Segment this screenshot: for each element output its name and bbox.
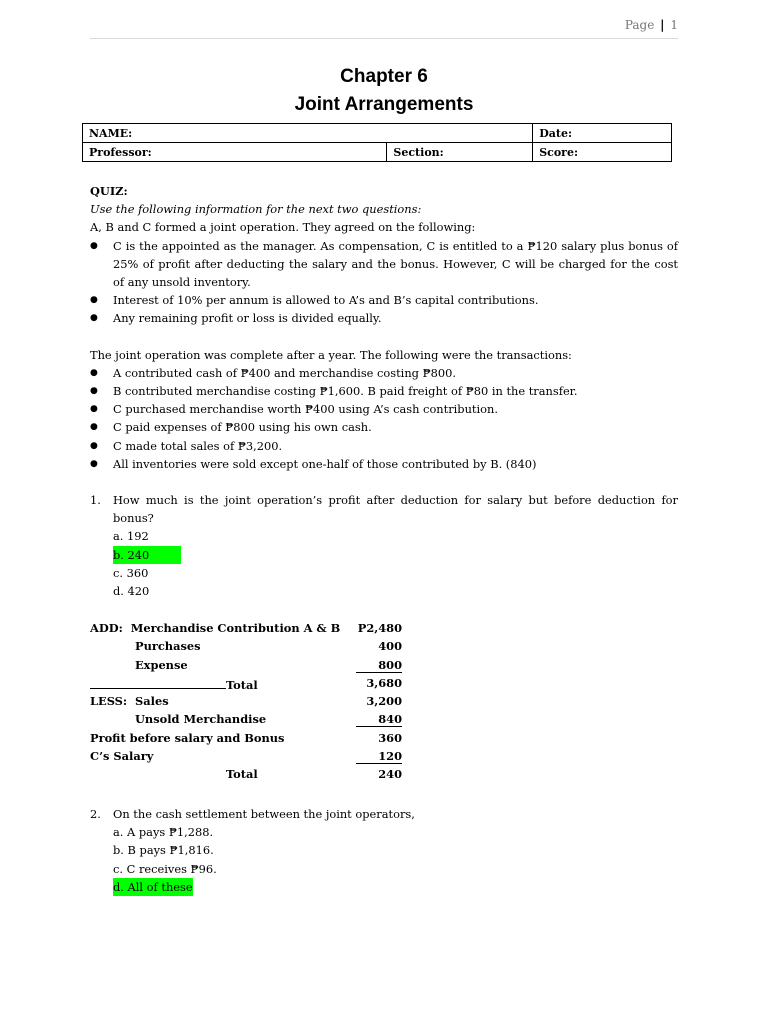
sales-value: 3,200 xyxy=(366,694,402,709)
table-row xyxy=(90,694,420,712)
unsold-label: Unsold Merchandise xyxy=(135,712,267,727)
profit-value: 360 xyxy=(378,730,402,745)
question-2-block xyxy=(90,805,678,896)
table-row xyxy=(90,621,420,639)
question-text: On the cash settlement between the joint operators, xyxy=(113,807,415,821)
section-cell: Section: xyxy=(387,143,533,162)
quiz-intro: A, B and C formed a joint operation. They agreed on the following: xyxy=(90,220,476,235)
table-row xyxy=(90,731,420,749)
choice-d: d. 420 xyxy=(113,584,150,599)
choice-c: c. C receives ₱96. xyxy=(113,861,217,876)
choice-a: a. A pays ₱1,288. xyxy=(113,825,214,840)
total-value: 240 xyxy=(378,767,402,782)
blank-line xyxy=(90,676,226,689)
list-item: ● Interest of 10% per annum is allowed to A’s and B’s capital contributions. xyxy=(90,291,678,309)
quiz-body xyxy=(90,182,678,600)
unsold-value: 840 xyxy=(356,712,402,727)
merch-label: Merchandise Contribution A & B xyxy=(130,621,341,635)
question-1 xyxy=(90,491,678,527)
header-rule xyxy=(90,38,678,39)
list-item: ● C paid expenses of ₱800 using his own cash. xyxy=(90,418,678,436)
transaction-list xyxy=(90,364,678,473)
table-row xyxy=(90,676,420,694)
transactions-intro: The joint operation was complete after a year. The following were the transactions: xyxy=(90,347,572,362)
table-row xyxy=(90,767,420,785)
answer-highlight: d. All of these xyxy=(113,878,193,896)
table-row xyxy=(90,712,420,730)
info-table xyxy=(82,123,672,162)
quiz-heading: QUIZ: xyxy=(90,184,128,198)
list-item: ● C made total sales of ₱3,200. xyxy=(90,437,678,455)
list-item: ● B contributed merchandise costing ₱1,600. B paid freight of ₱80 in the transfer. xyxy=(90,382,678,400)
salary-label: C’s Salary xyxy=(90,749,154,764)
table-row xyxy=(90,658,420,676)
salary-value: 120 xyxy=(356,749,402,764)
list-item: ● C is the appointed as the manager. As compensation, C is entitled to a ₱120 salary plus bonus of 25% of profit after deducting the salary and the bonus. However, C will be charged for the cost of any unsold inventory. xyxy=(90,237,678,292)
question-text: How much is the joint operation’s profit after deduction for salary but before deduction for bonus? xyxy=(113,493,678,526)
list-item: ● C purchased merchandise worth ₱400 using A’s cash contribution. xyxy=(90,400,678,418)
score-cell: Score: xyxy=(533,143,672,162)
chapter-subtitle: Joint Arrangements xyxy=(294,94,474,115)
less-label: LESS: xyxy=(90,694,128,709)
question-2 xyxy=(90,805,678,823)
question-number: 2. xyxy=(90,807,101,821)
purchases-label: Purchases xyxy=(135,639,201,654)
list-item: ● A contributed cash of ₱400 and merchandise costing ₱800. xyxy=(90,364,678,382)
profit-label: Profit before salary and Bonus xyxy=(90,730,285,745)
choice-b-answer xyxy=(90,546,678,564)
professor-cell: Professor: xyxy=(83,143,387,162)
choice-c: c. 360 xyxy=(113,565,149,580)
page-header xyxy=(625,18,678,32)
total-value: 3,680 xyxy=(366,675,402,690)
question-number: 1. xyxy=(90,493,101,508)
total-label: Total xyxy=(226,677,258,692)
answer-highlight: b. 240 xyxy=(113,546,181,564)
expense-label: Expense xyxy=(135,657,188,672)
add-label: ADD: xyxy=(90,621,123,635)
purchases-value: 400 xyxy=(378,639,402,654)
page-label: Page xyxy=(624,18,655,32)
computation-table xyxy=(90,621,420,786)
agreement-list xyxy=(90,237,678,328)
table-row xyxy=(90,749,420,767)
table-row xyxy=(90,639,420,657)
list-item: ● All inventories were sold except one-half of those contributed by B. (840) xyxy=(90,455,678,473)
merch-value: P2,480 xyxy=(357,621,402,635)
chapter-title: Chapter 6 xyxy=(340,66,428,87)
separator: | xyxy=(660,18,665,32)
choice-d-answer xyxy=(90,878,678,896)
list-item: ● Any remaining profit or loss is divided equally. xyxy=(90,309,678,327)
name-cell: NAME: xyxy=(83,124,533,143)
expense-value: 800 xyxy=(356,658,402,673)
date-cell: Date: xyxy=(533,124,672,143)
quiz-instruction: Use the following information for the next two questions: xyxy=(90,202,422,217)
sales-label: Sales xyxy=(135,694,169,709)
page-number: 1 xyxy=(670,18,678,32)
total-label: Total xyxy=(226,767,258,782)
choice-a: a. 192 xyxy=(113,529,149,544)
choice-b: b. B pays ₱1,816. xyxy=(113,843,214,858)
